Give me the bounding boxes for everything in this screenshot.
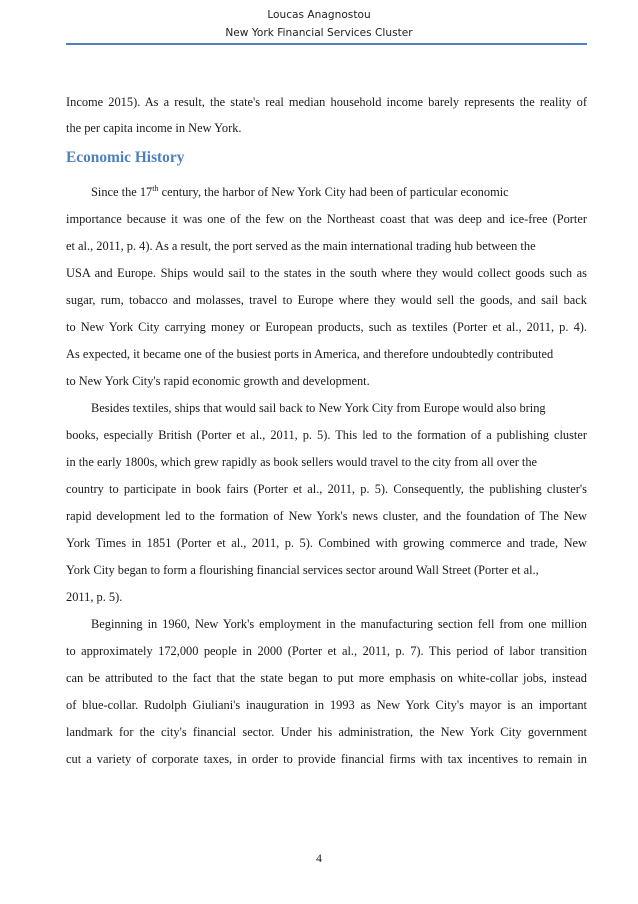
body-text: Since the 17 <box>91 185 153 199</box>
body-line <box>91 185 511 199</box>
body-line: Besides textiles, ships that would sail back to New York City from Europe would also bring <box>91 401 546 415</box>
body-text: century, the harbor of New York City had been of particular economic <box>158 185 509 199</box>
body-line: to New York City carrying money or European products, such as textiles (Porter et al., 2011, p. 4). <box>66 320 587 334</box>
body-line: importance because it was one of the few on the Northeast coast that was deep and ice-free (Porter <box>66 212 587 226</box>
body-line: to approximately 172,000 people in 2000 (Porter et al., 2011, p. 7). This period of labor transition <box>66 644 587 658</box>
body-line: rapid development led to the formation of New York's news cluster, and the foundation of The New <box>66 509 587 523</box>
body-line: York Times in 1851 (Porter et al., 2011, p. 5). Combined with growing commerce and trade, New <box>66 536 587 550</box>
body-line: USA and Europe. Ships would sail to the states in the south where they would collect goods such as <box>66 266 587 280</box>
section-heading: Economic History <box>66 149 185 166</box>
body-line: in the early 1800s, which grew rapidly as book sellers would travel to the city from all over the <box>66 455 538 469</box>
body-line: can be attributed to the fact that the state began to put more emphasis on white-collar jobs, instead <box>66 671 587 685</box>
body-line: 2011, p. 5). <box>66 590 123 604</box>
body-line: landmark for the city's financial sector. Under his administration, the New York City government <box>66 725 587 739</box>
running-header-title: New York Financial Services Cluster <box>225 27 413 39</box>
body-line: Beginning in 1960, New York's employment in the manufacturing section fell from one million <box>91 617 587 631</box>
body-line: cut a variety of corporate taxes, in order to provide financial firms with tax incentives to remain in <box>66 752 587 766</box>
page-number: 4 <box>316 851 322 865</box>
body-line: of blue-collar. Rudolph Giuliani's inauguration in 1993 as New York City's mayor is an important <box>66 698 587 712</box>
body-line: the per capita income in New York. <box>66 121 242 135</box>
body-line: et al., 2011, p. 4). As a result, the port served as the main international trading hub between the <box>66 239 536 253</box>
superscript-ordinal: th <box>152 184 159 193</box>
header-rule <box>66 43 587 45</box>
body-line: As expected, it became one of the busiest ports in America, and therefore undoubtedly contributed <box>66 347 554 361</box>
body-line: books, especially British (Porter et al., 2011, p. 5). This led to the formation of a publishing cluster <box>66 428 587 442</box>
body-line: Income 2015). As a result, the state's real median household income barely represents the reality of <box>66 95 587 109</box>
body-line: sugar, rum, tobacco and molasses, travel to Europe where they would sell the goods, and sail back <box>66 293 587 307</box>
body-line: York City began to form a flourishing financial services sector around Wall Street (Porter et al., <box>66 563 539 577</box>
running-header-author: Loucas Anagnostou <box>267 9 371 21</box>
body-line: country to participate in book fairs (Porter et al., 2011, p. 5). Consequently, the publishing cluster's <box>66 482 587 496</box>
body-line: to New York City's rapid economic growth and development. <box>66 374 370 388</box>
